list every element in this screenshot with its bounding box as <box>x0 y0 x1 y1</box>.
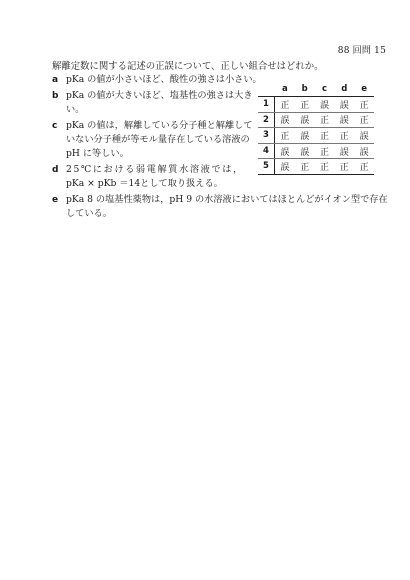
answer-cell: 正 <box>319 147 329 158</box>
statement-label: e <box>52 195 59 205</box>
answer-cell: 正 <box>300 163 310 174</box>
answer-row <box>258 159 374 174</box>
answer-cell: 誤 <box>359 147 369 158</box>
answer-cell: 正 <box>319 131 329 142</box>
statement-text: いない分子種が等モル量存在している溶液の <box>66 134 250 145</box>
statement-label: b <box>52 91 59 101</box>
answer-cell: 誤 <box>300 131 310 142</box>
answer-cell: 正 <box>339 131 349 142</box>
choice-number: 5 <box>258 159 275 174</box>
answer-cell: 誤 <box>280 116 290 127</box>
choice-number: 1 <box>258 97 275 112</box>
statement-d <box>52 163 244 191</box>
statement-label: c <box>52 121 58 131</box>
statement-text: pKa の値が大きいほど、塩基性の強さは大き <box>66 90 253 101</box>
answer-table-header <box>258 82 374 96</box>
answer-cell: 正 <box>359 100 369 111</box>
statement-b <box>52 89 253 117</box>
answer-cell: 誤 <box>339 100 349 111</box>
column-header: d <box>341 84 348 94</box>
question-stem: 解離定数に関する記述の正誤について、正しい組合せはどれか。 <box>52 61 324 72</box>
choice-number: 4 <box>258 144 275 159</box>
answer-cell: 誤 <box>300 147 310 158</box>
column-header: c <box>321 84 328 94</box>
answer-cell: 誤 <box>280 163 290 174</box>
answer-cell: 誤 <box>319 100 329 111</box>
column-header: a <box>282 84 288 94</box>
answer-row <box>258 97 374 113</box>
answer-cell: 誤 <box>300 116 310 127</box>
answer-cell: 正 <box>280 100 290 111</box>
choice-number: 2 <box>258 113 275 128</box>
answer-cell: 正 <box>319 116 329 127</box>
statement-e <box>52 193 388 221</box>
answer-cell: 正 <box>280 131 290 142</box>
statement-text: 25℃における弱電解質水溶液では， <box>66 164 244 175</box>
answer-table <box>258 82 374 175</box>
choice-number: 3 <box>258 128 275 143</box>
statement-text: pKa の値が小さいほど、酸性の強さは小さい。 <box>66 74 262 85</box>
answer-cell: 正 <box>359 163 369 174</box>
answer-row <box>258 113 374 129</box>
question-number: 88 回問 15 <box>337 46 386 56</box>
statement-c <box>52 119 253 161</box>
statement-text: している。 <box>66 208 112 219</box>
answer-table-body <box>258 96 374 175</box>
answer-row <box>258 144 374 160</box>
statement-text: pKa の値は，解離している分子種と解離して <box>66 120 253 131</box>
statement-text: pH に等しい。 <box>66 148 129 159</box>
statement-text: pKa 8 の塩基性薬物は，pH 9 の水溶液においてはほとんどがイオン型で存在 <box>66 194 388 205</box>
answer-cell: 正 <box>319 163 329 174</box>
statement-a <box>52 73 262 87</box>
answer-cell: 正 <box>359 116 369 127</box>
answer-cell: 誤 <box>280 147 290 158</box>
answer-row <box>258 128 374 144</box>
statement-text: い。 <box>66 104 85 115</box>
answer-cell: 誤 <box>359 131 369 142</box>
answer-cell: 誤 <box>339 116 349 127</box>
statement-text: pKa × pKb ＝14として取り扱える。 <box>66 178 223 189</box>
statement-label: d <box>52 165 59 175</box>
column-header: e <box>361 84 367 94</box>
column-header: b <box>301 84 308 94</box>
answer-cell: 正 <box>300 100 310 111</box>
answer-cell: 正 <box>339 163 349 174</box>
answer-cell: 誤 <box>339 147 349 158</box>
statement-label: a <box>52 75 59 85</box>
